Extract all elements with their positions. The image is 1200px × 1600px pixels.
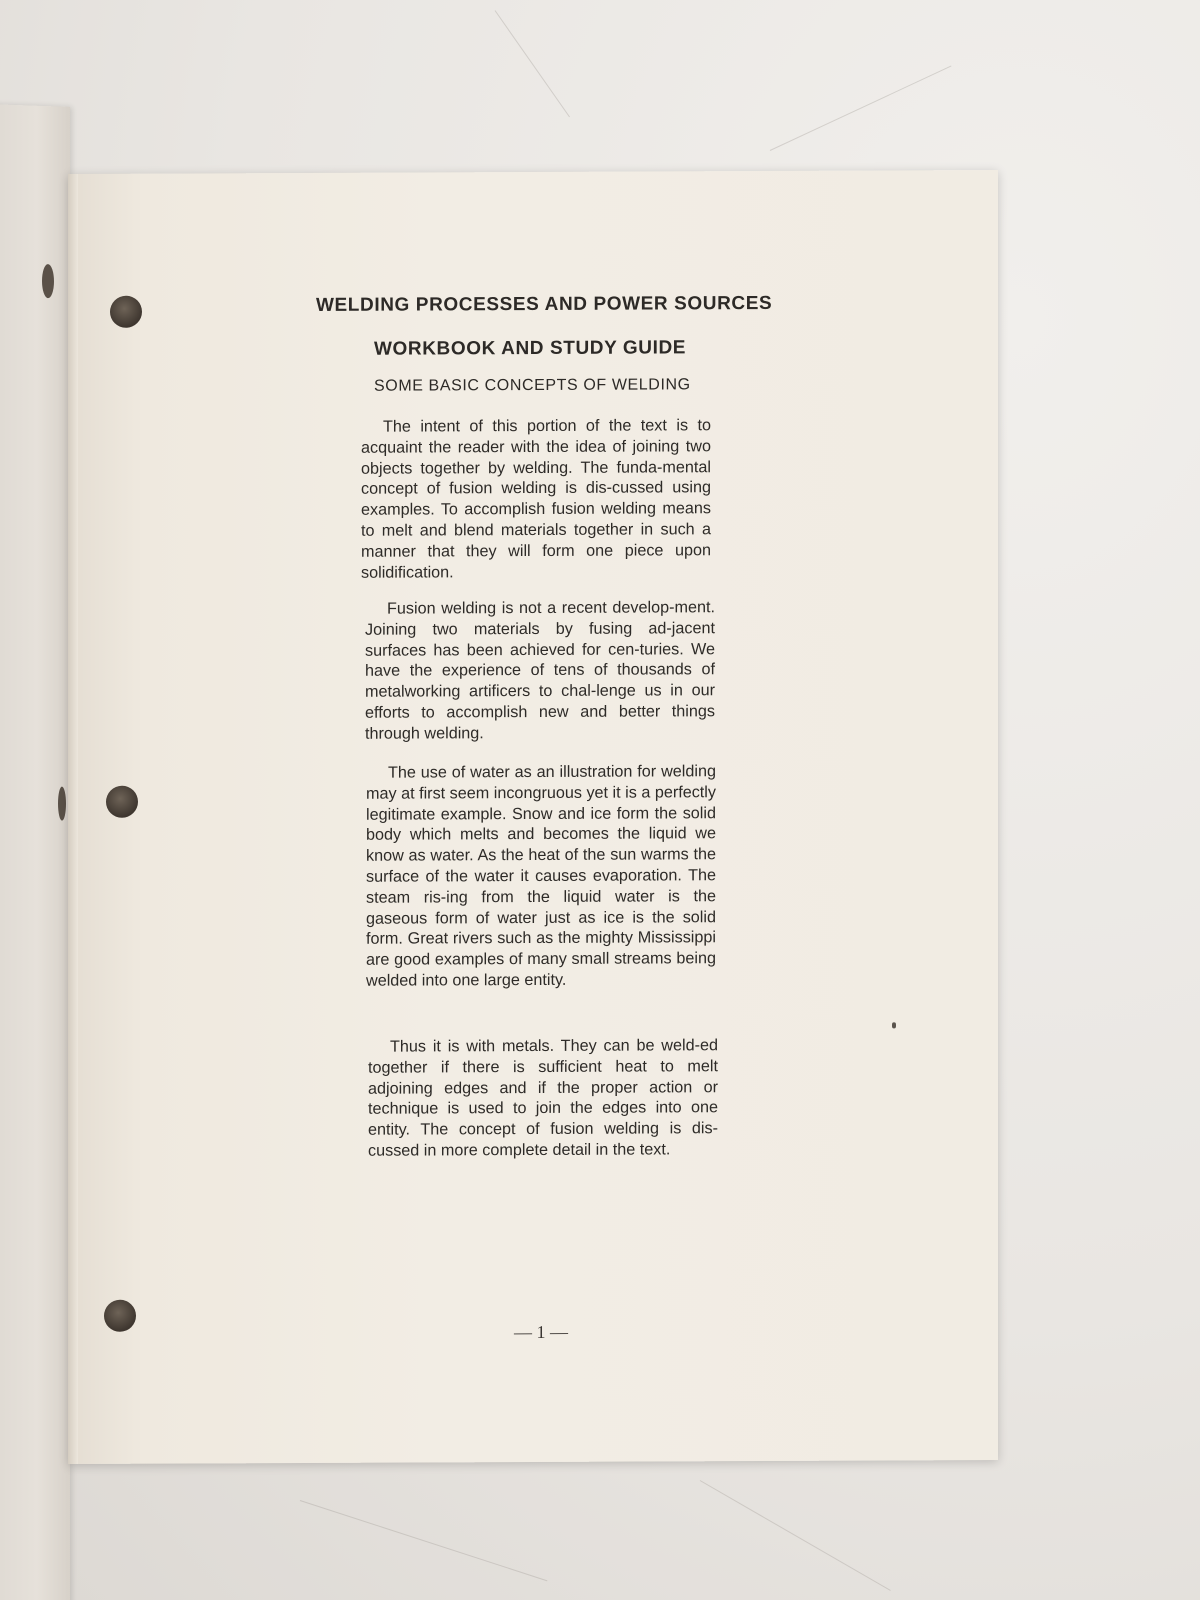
document-title: WELDING PROCESSES AND POWER SOURCES	[316, 292, 773, 316]
document-subtitle: WORKBOOK AND STUDY GUIDE	[374, 337, 687, 360]
previous-page-edge	[0, 103, 70, 1600]
binder-hole	[104, 1300, 136, 1332]
paragraph-2: Fusion welding is not a recent develop-ment. Joining two materials by fusing ad-jacent surfaces has been achieved for cen-turies. We have the experience of tens of thousands of metalworking artificers to chal-lenge us in our efforts to accomplish new and better things through welding.	[365, 598, 715, 743]
binder-hole	[106, 786, 138, 818]
paper-speck	[892, 1022, 896, 1028]
page-left-edge	[68, 174, 78, 1464]
paragraph-3: The use of water as an illustration for welding may at first seem incongruous yet it is a perfectly legitimate example. Snow and ice form the solid body which melts and becomes the liquid we know as water. As the heat of the sun warms the surface of the water it causes evaporation. The steam ris-ing from the liquid water is the gaseous form of water just as ice is the solid form. Great rivers such as the mighty Mississippi are good examples of many small streams being welded into one large entity.	[366, 762, 716, 990]
binder-hole	[58, 787, 66, 821]
binder-hole	[110, 296, 142, 328]
page-number: — 1 —	[514, 1321, 568, 1343]
paragraph-1: The intent of this portion of the text is to acquaint the reader with the idea of joining two objects together by welding. The funda-mental concept of fusion welding is dis-cussed using examples. To accomplish fusion welding means to melt and blend materials together in such a manner that they will form one piece upon solidification.	[361, 416, 711, 582]
section-heading: SOME BASIC CONCEPTS OF WELDING	[374, 376, 691, 395]
workbook-page	[68, 170, 998, 1464]
binder-hole	[42, 264, 54, 298]
paragraph-4: Thus it is with metals. They can be weld-ed together if there is sufficient heat to melt adjoining edges and if the proper action or technique is used to join the edges into one entity. The concept of fusion welding is dis-cussed in more complete detail in the text.	[368, 1036, 718, 1160]
